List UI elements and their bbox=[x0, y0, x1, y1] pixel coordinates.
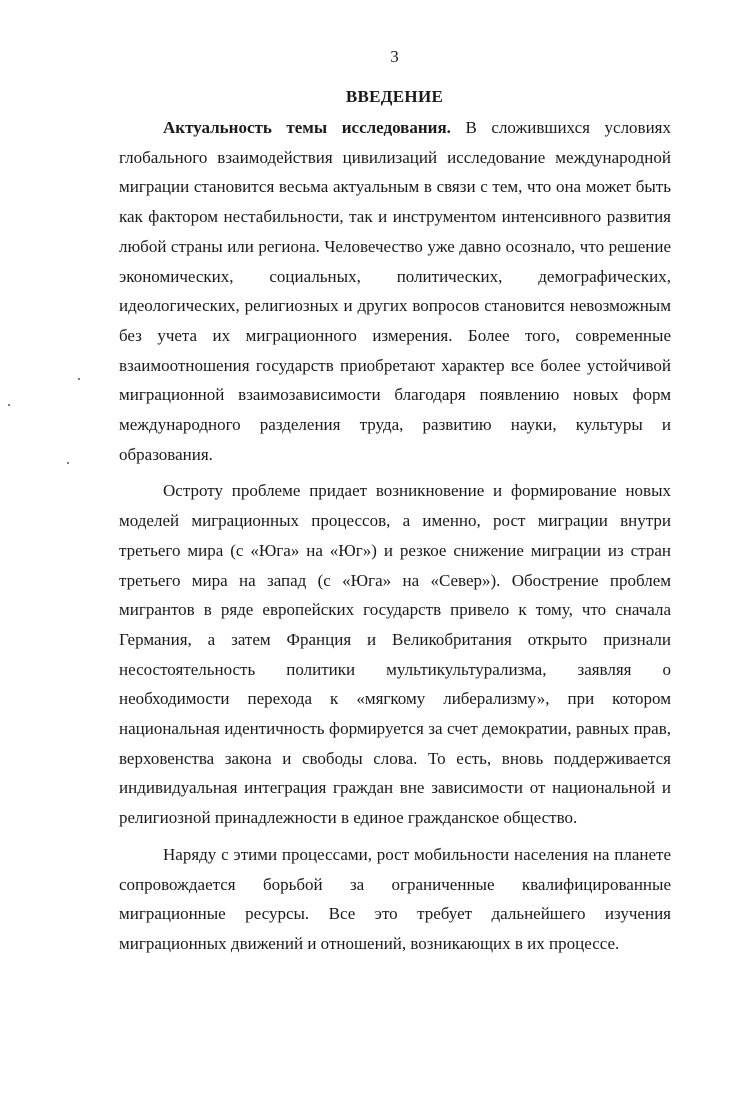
paragraph-text: Остроту проблеме придает возникновение и формирование новых моделей миграционных процессов, а именно, рост миграции внутри третьего мира (с «Юга» на «Юг») и резкое снижение миграции из стран третьего мира на запад (с «Юга» на «Север»). Обострение проблем мигрантов в ряде европейских государств привело к тому, что сначала Германия, а затем Франция и Великобритания открыто признали несостоятельность политики мультикультурализма, заявляя о необходимости перехода к «мягкому либерализму», при котором национальная идентичность формируется за счет демократии, равных прав, верховенства закона и свободы слова. То есть, вновь поддерживается индивидуальная интеграция граждан вне зависимости от национальной и религиозной принадлежности в единое гражданское общество. bbox=[119, 481, 671, 828]
scan-speck bbox=[78, 378, 80, 380]
paragraph-relevance bbox=[119, 113, 671, 469]
paragraph-problem bbox=[119, 476, 671, 832]
paragraph-text: В сложившихся условиях глобального взаимодействия цивилизаций исследование международной миграции становится весьма актуальным в связи с тем, что она может быть как фактором нестабильности, так и инструментом интенсивного развития любой страны или региона. Человечество уже давно осознало, что решение экономических, социальных, политических, демографических, идеологических, религиозных и других вопросов становится невозможным без учета их миграционного измерения. Более того, современные взаимоотношения государств приобретают характер все более устойчивой миграционной взаимозависимости благодаря появлению новых форм международного разделения труда, развитию науки, культуры и образования. bbox=[119, 118, 671, 464]
body-text bbox=[119, 113, 671, 966]
page-heading: ВВЕДЕНИЕ bbox=[345, 87, 444, 106]
page-number: 3 bbox=[390, 47, 399, 66]
paragraph-mobility bbox=[119, 840, 671, 959]
scan-speck bbox=[8, 404, 10, 406]
scan-speck bbox=[67, 462, 69, 464]
paragraph-text: Наряду с этими процессами, рост мобильности населения на планете сопровождается борьбой за ограниченные квалифицированные миграционные ресурсы. Все это требует дальнейшего изучения миграционных движений и отношений, возникающих в их процессе. bbox=[119, 844, 671, 953]
paragraph-lead: Актуальность темы исследования. bbox=[163, 118, 451, 137]
